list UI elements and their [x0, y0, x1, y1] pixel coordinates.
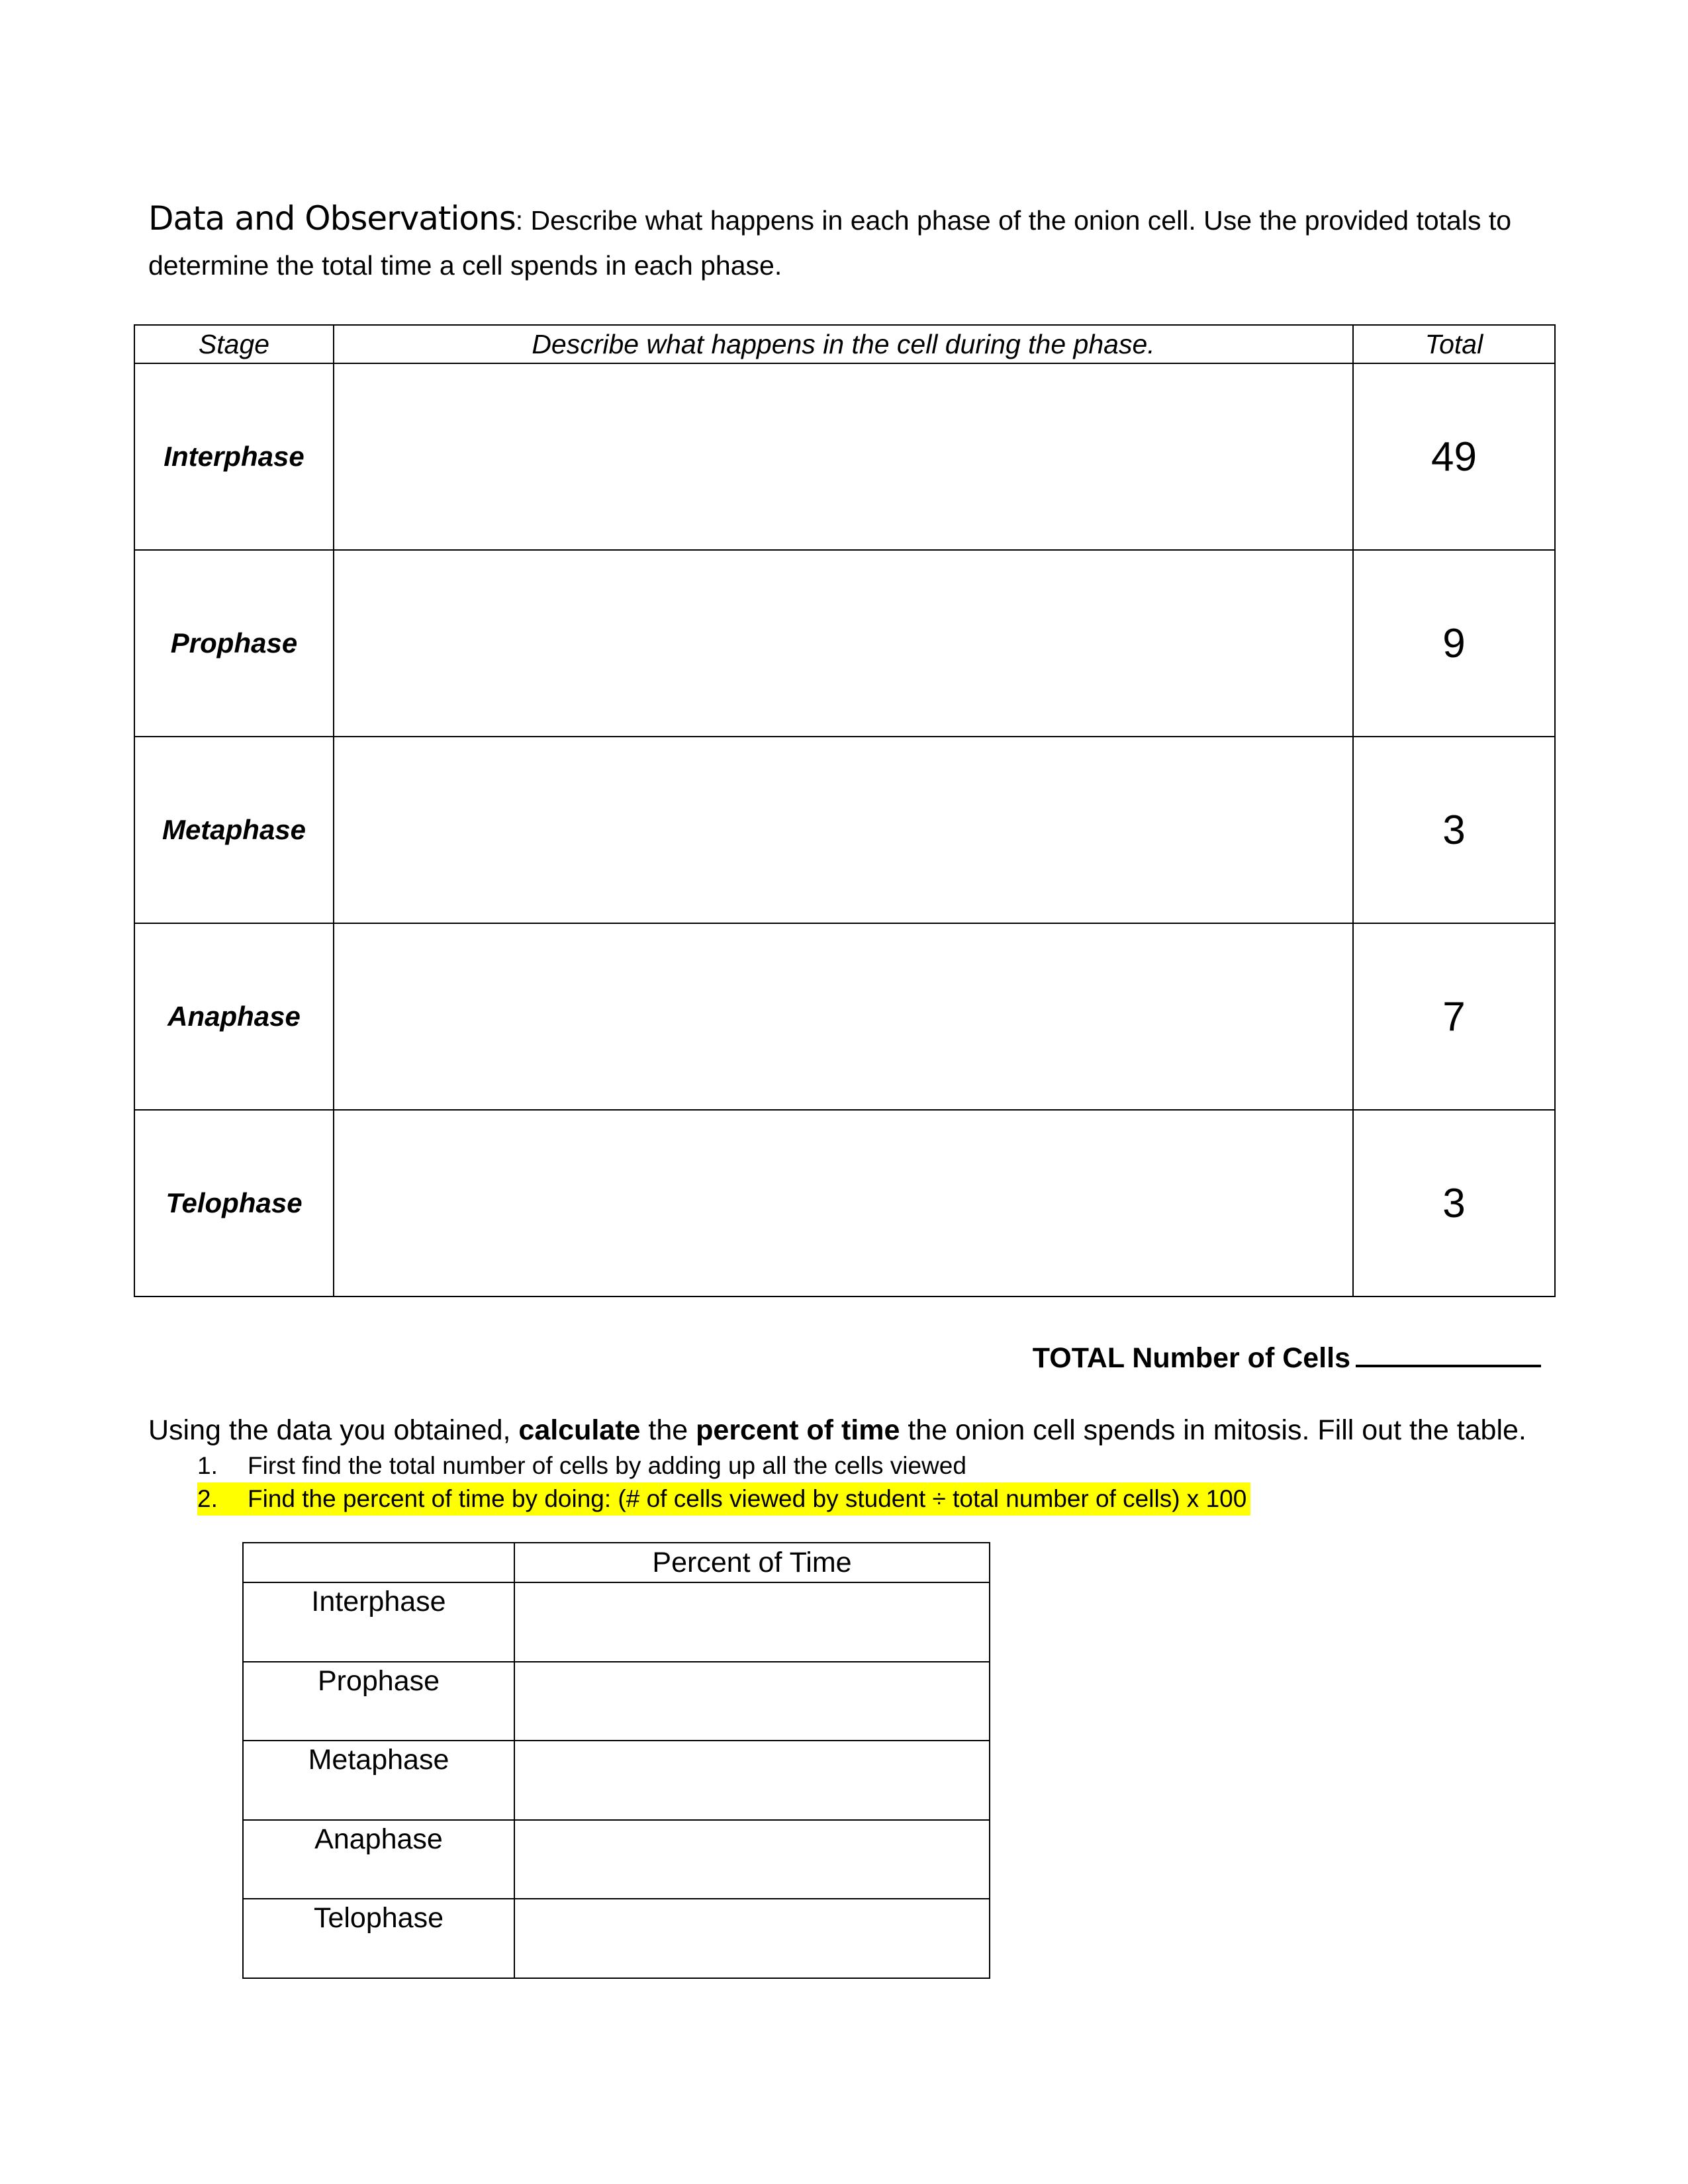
intro-text: : Describe what happens in each phase of the onion cell. Use the provided totals to determine the total time a cell spends in each phase. [148, 205, 1512, 281]
phase-label: Telophase [243, 1899, 514, 1978]
phase-label: Anaphase [243, 1820, 514, 1899]
intro-paragraph [148, 196, 1552, 288]
stage-label: Interphase [134, 363, 334, 550]
table-header-row [134, 325, 1555, 363]
phase-label: Interphase [243, 1582, 514, 1662]
table-row [134, 923, 1555, 1110]
phase-label: Metaphase [243, 1741, 514, 1820]
instructions-bold: percent of time [696, 1414, 900, 1446]
instructions-bold: calculate [518, 1414, 641, 1446]
stage-label: Prophase [134, 550, 334, 737]
instructions-text: Using the data you obtained, [148, 1414, 519, 1446]
list-item-highlighted [197, 1482, 1250, 1516]
table-row [243, 1741, 990, 1820]
step-number: 2. [197, 1485, 218, 1512]
percent-time-table [242, 1542, 990, 1979]
table-row [243, 1662, 990, 1741]
percent-cell[interactable] [514, 1582, 990, 1662]
table-header-row [243, 1543, 990, 1582]
description-cell[interactable] [334, 550, 1353, 737]
percent-cell[interactable] [514, 1662, 990, 1741]
total-cells-blank[interactable] [1356, 1336, 1541, 1367]
table-row [243, 1899, 990, 1978]
table-row [134, 363, 1555, 550]
total-value: 3 [1353, 737, 1555, 923]
stage-label: Metaphase [134, 737, 334, 923]
table-row [243, 1820, 990, 1899]
total-cells-label: TOTAL Number of Cells [1032, 1342, 1350, 1374]
step-text: Find the percent of time by doing: (# of cells viewed by student ÷ total number of cells) x 100 [248, 1485, 1247, 1512]
table-row [134, 1110, 1555, 1297]
percent-cell[interactable] [514, 1899, 990, 1978]
description-cell[interactable] [334, 363, 1353, 550]
instructions-text: the onion cell spends in mitosis. Fill out the table. [900, 1414, 1526, 1446]
header-describe: Describe what happens in the cell during the phase. [334, 325, 1353, 363]
table-row [243, 1582, 990, 1662]
total-value: 7 [1353, 923, 1555, 1110]
instructions-paragraph [148, 1410, 1565, 1451]
steps-list [197, 1449, 1250, 1516]
table-row [134, 550, 1555, 737]
percent-cell[interactable] [514, 1741, 990, 1820]
header-percent-time: Percent of Time [514, 1543, 990, 1582]
section-heading: Data and Observations [148, 199, 516, 238]
description-cell[interactable] [334, 923, 1353, 1110]
instructions-text: the [640, 1414, 696, 1446]
phase-description-table [134, 324, 1556, 1297]
header-empty [243, 1543, 514, 1582]
total-value: 9 [1353, 550, 1555, 737]
step-text: First find the total number of cells by adding up all the cells viewed [248, 1452, 966, 1479]
percent-cell[interactable] [514, 1820, 990, 1899]
phase-label: Prophase [243, 1662, 514, 1741]
header-stage: Stage [134, 325, 334, 363]
total-cells-line [1033, 1336, 1541, 1375]
list-item [197, 1449, 1250, 1482]
description-cell[interactable] [334, 737, 1353, 923]
header-total: Total [1353, 325, 1555, 363]
stage-label: Anaphase [134, 923, 334, 1110]
table-row [134, 737, 1555, 923]
stage-label: Telophase [134, 1110, 334, 1297]
total-value: 3 [1353, 1110, 1555, 1297]
step-number: 1. [197, 1452, 218, 1479]
description-cell[interactable] [334, 1110, 1353, 1297]
total-value: 49 [1353, 363, 1555, 550]
